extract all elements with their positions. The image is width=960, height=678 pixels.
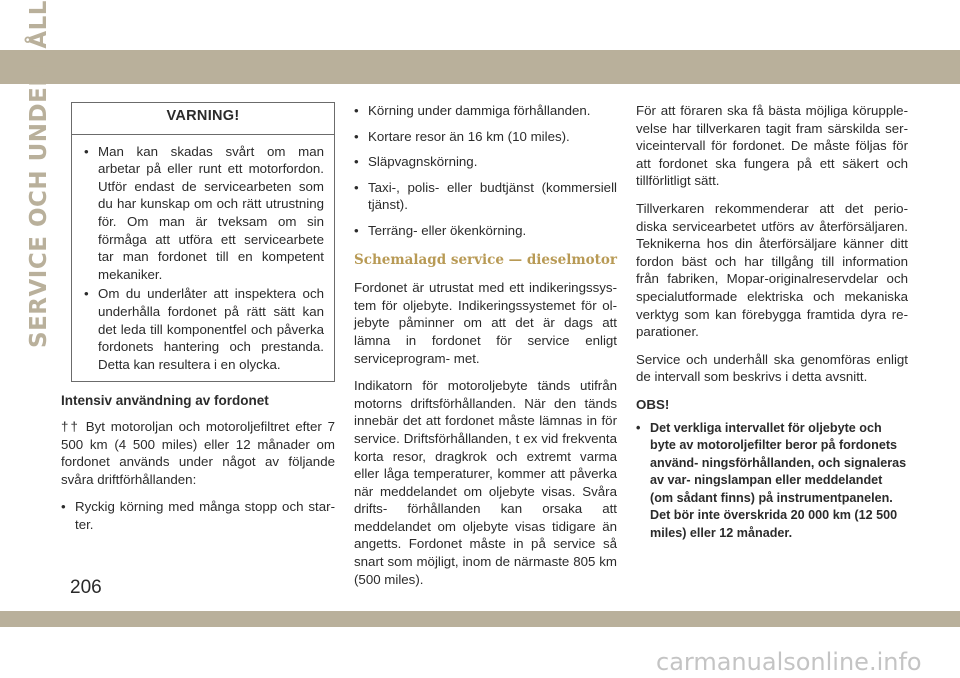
paragraph: Fordonet är utrustat med ett indikeringssys- tem för oljebyte. Indikeringssystemet för ol- jebyte påminner om att det är dags att lämna in fordonet för service enligt serviceprogram- met. bbox=[354, 280, 617, 366]
conditions-list-continued bbox=[354, 102, 617, 240]
list-item: • Körning under dammiga förhållanden. bbox=[354, 102, 617, 120]
column-2 bbox=[354, 102, 617, 598]
section-heading-intensive-use: Intensiv användning av fordonet bbox=[61, 393, 269, 409]
note-label: OBS! bbox=[636, 396, 670, 412]
warning-item: • Om du underlåter att inspektera och underhålla fordonet på rätt sätt kan det leda till komponentfel och påverka fordonets hantering och prestanda. Detta kan resultera i en olycka. bbox=[84, 285, 324, 373]
warning-box bbox=[71, 102, 335, 382]
header-band bbox=[0, 50, 960, 84]
list-item: • Släpvagnskörning. bbox=[354, 153, 617, 171]
column-1 bbox=[61, 102, 335, 541]
paragraph: †† Byt motoroljan och motoroljefiltret efter 7 500 km (4 500 miles) eller 12 månader om fordonet används under något av följande svåra driftförhållanden: bbox=[61, 418, 335, 487]
list-item: • Terräng- eller ökenkörning. bbox=[354, 222, 617, 240]
paragraph: Indikatorn för motoroljebyte tänds utifrån motorns driftsförhållanden. När den tänds innebär det att fordonet måste lämnas in för service. Driftsförhållanden, t ex vid frekventa korta resor, dragkrok och extremt varma eller låga temperaturer, kommer att påverka när meddelandet om oljebyte visas. Svåra drifts- förhållanden kan orsaka att meddelandet om oljebyte visas tidigare än angetts. Fordonet måste in på service så snart som möjligt, inom de närmaste 805 km (500 miles). bbox=[354, 378, 617, 587]
conditions-list bbox=[61, 498, 335, 533]
page-number: 206 bbox=[70, 577, 102, 598]
top-margin bbox=[0, 0, 960, 50]
footer-band bbox=[0, 611, 960, 627]
paragraph: Service och underhåll ska genomföras enligt de intervall som beskrivs i detta avsnitt. bbox=[636, 351, 908, 385]
note-item: • Det verkliga intervallet för oljebyte och byte av motoroljefilter beror på fordonets använd- ningsförhållanden, och signaleras av var- ningslampan eller meddelandet (om sådant finns) på instrumentpanelen. Det bör inte överskrida 20 000 km (12 500 miles) eller 12 månader. bbox=[636, 420, 908, 543]
column-3 bbox=[636, 102, 908, 551]
paragraph: Tillverkaren rekommenderar att det perio- diska servicearbetet utförs av återförsäljaren. Teknikerna hos din återförsäljare känner ditt fordon bäst och har tillgång till information från fabriken, Mopar-originalreservdelar och specialutformade elektriska och mekaniska verktyg som kan förebygga framtida dyra re- parationer. bbox=[636, 200, 908, 340]
note-list bbox=[636, 420, 908, 543]
side-title-text: SERVICE OCH UNDERHÅLL bbox=[26, 0, 52, 348]
watermark: carmanualsonline.info bbox=[656, 648, 922, 676]
warning-title: VARNING! bbox=[72, 103, 334, 135]
section-heading-diesel-service: Schemalagd service — dieselmotor bbox=[354, 251, 617, 268]
warning-list bbox=[72, 143, 334, 374]
warning-item: • Man kan skadas svårt om man arbetar på eller runt ett motorfordon. Utför endast de servicearbeten som du har kunskap om och rätt utrustning för. Om man är tveksam om sin förmåga att utföra ett servicearbete tar man fordonet till en kompetent mekaniker. bbox=[84, 143, 324, 284]
paragraph: För att föraren ska få bästa möjliga körupple- velse har tillverkaren tagit fram särskilda ser- viceintervall för fordonet. De måste följas för att fordonet ska fungera på ett säkert och tillförlitligt sätt. bbox=[636, 103, 908, 189]
list-item: • Taxi-, polis- eller budtjänst (kommersiell tjänst). bbox=[354, 179, 617, 214]
list-item: • Kortare resor än 16 km (10 miles). bbox=[354, 128, 617, 146]
list-item: • Ryckig körning med många stopp och star- ter. bbox=[61, 498, 335, 533]
